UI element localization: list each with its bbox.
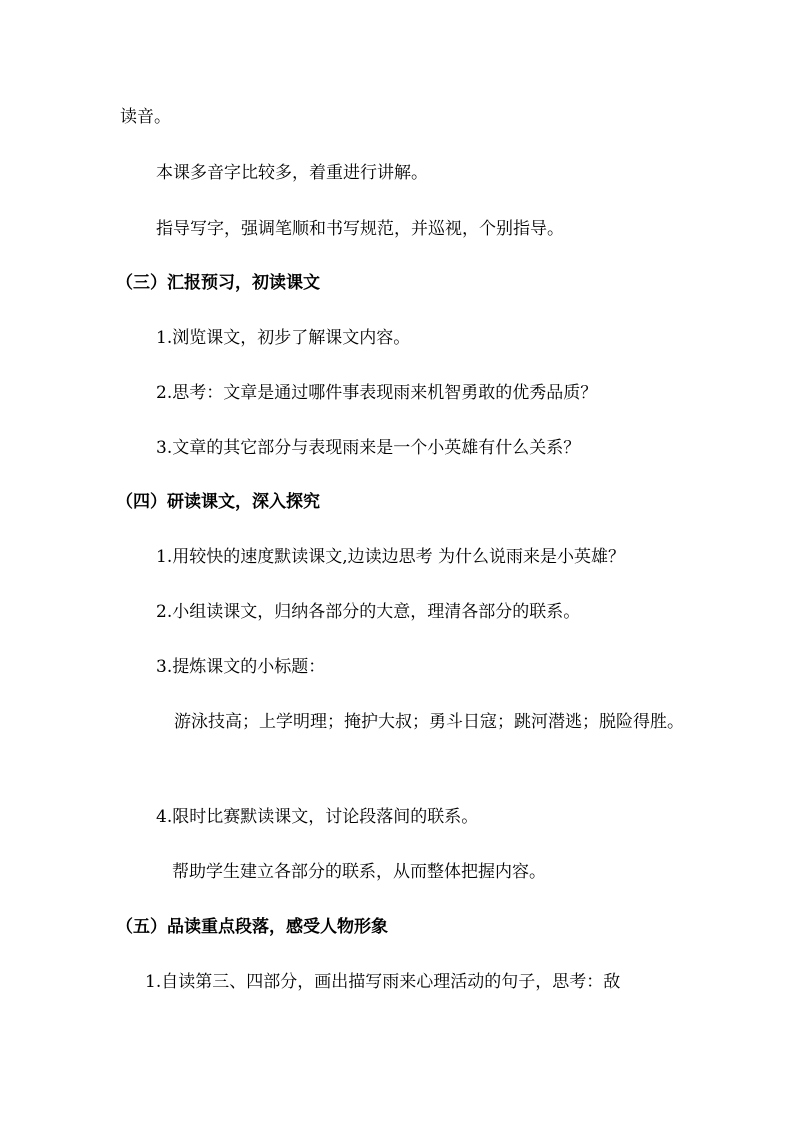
list-item: 4.限时比赛默读课文，讨论段落间的联系。 <box>156 807 479 827</box>
paragraph: 游泳技高；上学明理；掩护大叔；勇斗日寇；跳河潜逃；脱险得胜。 <box>174 712 684 732</box>
section-heading: （三）汇报预习，初读课文 <box>116 273 320 293</box>
list-item: 3.文章的其它部分与表现雨来是一个小英雄有什么关系？ <box>156 438 581 458</box>
list-item: 1.用较快的速度默读课文,边读边思考 为什么说雨来是小英雄？ <box>156 547 626 567</box>
section-heading: （四）研读课文，深入探究 <box>116 492 320 512</box>
list-item: 2.小组读课文，归纳各部分的大意，理清各部分的联系。 <box>156 602 581 622</box>
list-item: 2.思考：文章是通过哪件事表现雨来机智勇敢的优秀品质？ <box>156 383 598 403</box>
paragraph: 本课多音字比较多，着重进行讲解。 <box>156 163 428 183</box>
section-heading: （五）品读重点段落，感受人物形象 <box>116 917 388 937</box>
paragraph: 读音。 <box>120 107 171 127</box>
list-item: 1.自读第三、四部分，画出描写雨来心理活动的句子，思考：敌 <box>145 972 621 992</box>
list-item: 3.提炼课文的小标题： <box>156 657 326 677</box>
list-item: 1.浏览课文，初步了解课文内容。 <box>156 328 411 348</box>
paragraph: 指导写字，强调笔顺和书写规范，并巡视，个别指导。 <box>156 219 564 239</box>
paragraph: 帮助学生建立各部分的联系，从而整体把握内容。 <box>172 862 546 882</box>
